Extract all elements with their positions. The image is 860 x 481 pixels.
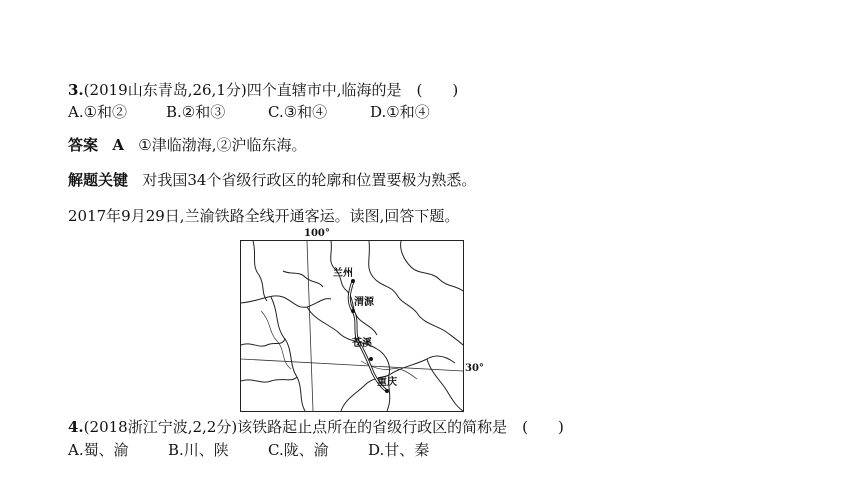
q4-option-b[interactable]: B.川、陕	[168, 441, 229, 459]
answer-choice: A	[112, 136, 124, 154]
city-weiyuan: 渭源	[354, 297, 374, 308]
longitude-line	[307, 241, 313, 411]
q3-option-b[interactable]: B.②和③	[166, 103, 226, 121]
answer-line	[68, 136, 307, 154]
key-label: 解题关键	[68, 171, 129, 189]
answer-explanation: ①津临渤海,②沪临东海。	[138, 136, 307, 154]
q3-option-d[interactable]: D.①和④	[370, 103, 430, 121]
lanzhou-dot	[351, 279, 355, 283]
question-3-number: 3.	[68, 81, 84, 99]
city-lanzhou: 兰州	[333, 268, 353, 279]
q3-option-c[interactable]: C.③和④	[268, 103, 328, 121]
q4-option-a[interactable]: A.蜀、渝	[68, 441, 129, 459]
question-4-stem	[68, 418, 564, 436]
question-4-text: (2018浙江宁波,2,2分)该铁路起止点所在的省级行政区的简称是 ( )	[83, 418, 564, 436]
key-line	[68, 171, 476, 189]
latitude-label: 30°	[465, 363, 484, 374]
intro-text: 2017年9月29日,兰渝铁路全线开通客运。读图,回答下题。	[68, 207, 460, 225]
chongqing-dot	[385, 389, 389, 393]
q3-option-a[interactable]: A.①和②	[68, 103, 128, 121]
longitude-label: 100°	[304, 228, 330, 239]
key-text: 对我国34个省级行政区的轮廓和位置要极为熟悉。	[142, 171, 477, 189]
q4-option-c[interactable]: C.陇、渝	[268, 441, 329, 459]
cangxi-dot	[369, 357, 373, 361]
answer-label: 答案	[68, 136, 99, 154]
question-3-text: (2019山东青岛,26,1分)四个直辖市中,临海的是 ( )	[83, 81, 459, 99]
city-cangxi: 苍溪	[352, 338, 372, 349]
question-3-options	[68, 103, 430, 121]
weiyuan-dot	[351, 309, 355, 313]
city-chongqing: 重庆	[377, 377, 397, 388]
question-3-stem	[68, 81, 458, 99]
rivers	[261, 311, 417, 379]
question-4-number: 4.	[68, 418, 84, 436]
q4-option-d[interactable]: D.甘、秦	[368, 441, 430, 459]
question-4-options	[68, 441, 429, 459]
